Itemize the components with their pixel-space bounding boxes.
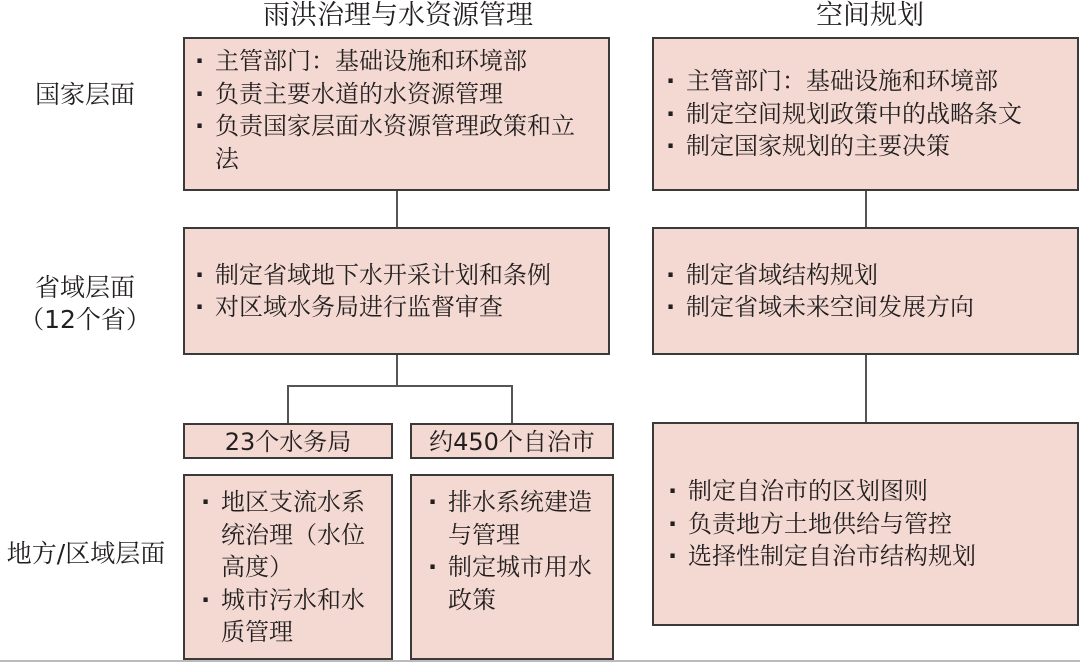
connector-water-right-drop: [511, 385, 513, 423]
list-national-spatial: [660, 65, 1022, 163]
row-label-provincial-title: 省域层面: [34, 273, 135, 302]
list-item: · 负责国家层面水资源管理政策和立法: [189, 110, 598, 175]
list-item: · 选择性制定自治市结构规划: [662, 540, 976, 573]
municipalities-header: 约450个自治市: [410, 423, 614, 459]
row-label-provincial-count: （12个省）: [19, 305, 151, 334]
list-item: · 制定空间规划政策中的战略条文: [660, 98, 1022, 131]
box-national-spatial: [652, 37, 1079, 191]
list-item: · 制定省域地下水开采计划和条例: [189, 259, 551, 292]
list-item: · 负责主要水道的水资源管理: [189, 78, 598, 111]
list-local-municipalities: [422, 486, 604, 616]
connector-spatial-national-provincial: [865, 189, 867, 227]
list-item: · 制定省域未来空间发展方向: [660, 291, 974, 324]
column-title-stormwater: 雨洪治理与水资源管理: [263, 0, 533, 31]
list-item: · 制定国家规划的主要决策: [660, 130, 1022, 163]
list-item: · 城市污水和水质管理: [195, 584, 383, 649]
row-label-local: 地方/区域层面: [6, 539, 166, 568]
list-local-spatial: [662, 475, 976, 573]
list-national-water: [189, 45, 598, 175]
box-provincial-water: [183, 227, 610, 355]
list-item: · 对区域水务局进行监督审查: [189, 291, 551, 324]
connector-water-left-drop: [287, 385, 289, 423]
water-boards-header: 23个水务局: [183, 423, 393, 459]
box-local-water-boards: [183, 474, 393, 660]
list-provincial-water: [189, 259, 551, 324]
connector-water-provincial-split: [396, 354, 398, 386]
box-local-municipalities: [410, 474, 614, 660]
list-item: · 地区支流水系统治理（水位高度）: [195, 486, 383, 584]
list-item: · 主管部门：基础设施和环境部: [189, 45, 598, 78]
list-item: · 负责地方土地供给与管控: [662, 508, 976, 541]
box-national-water: [183, 37, 610, 191]
list-local-water-boards: [195, 486, 383, 649]
list-item: · 主管部门：基础设施和环境部: [660, 65, 1022, 98]
bottom-divider: [0, 660, 1080, 662]
connector-water-national-provincial: [396, 189, 398, 227]
list-item: · 制定自治市的区划图则: [662, 475, 976, 508]
column-title-spatial: 空间规划: [816, 0, 924, 31]
box-provincial-spatial: [652, 227, 1079, 355]
connector-water-horizontal: [287, 385, 513, 387]
row-label-provincial: [0, 272, 170, 336]
list-provincial-spatial: [660, 259, 974, 324]
list-item: · 制定省域结构规划: [660, 259, 974, 292]
row-label-national: 国家层面: [34, 80, 135, 109]
list-item: · 制定城市用水政策: [422, 551, 604, 616]
list-item: · 排水系统建造与管理: [422, 486, 604, 551]
box-local-spatial: [652, 422, 1079, 626]
connector-spatial-provincial-local: [865, 354, 867, 422]
